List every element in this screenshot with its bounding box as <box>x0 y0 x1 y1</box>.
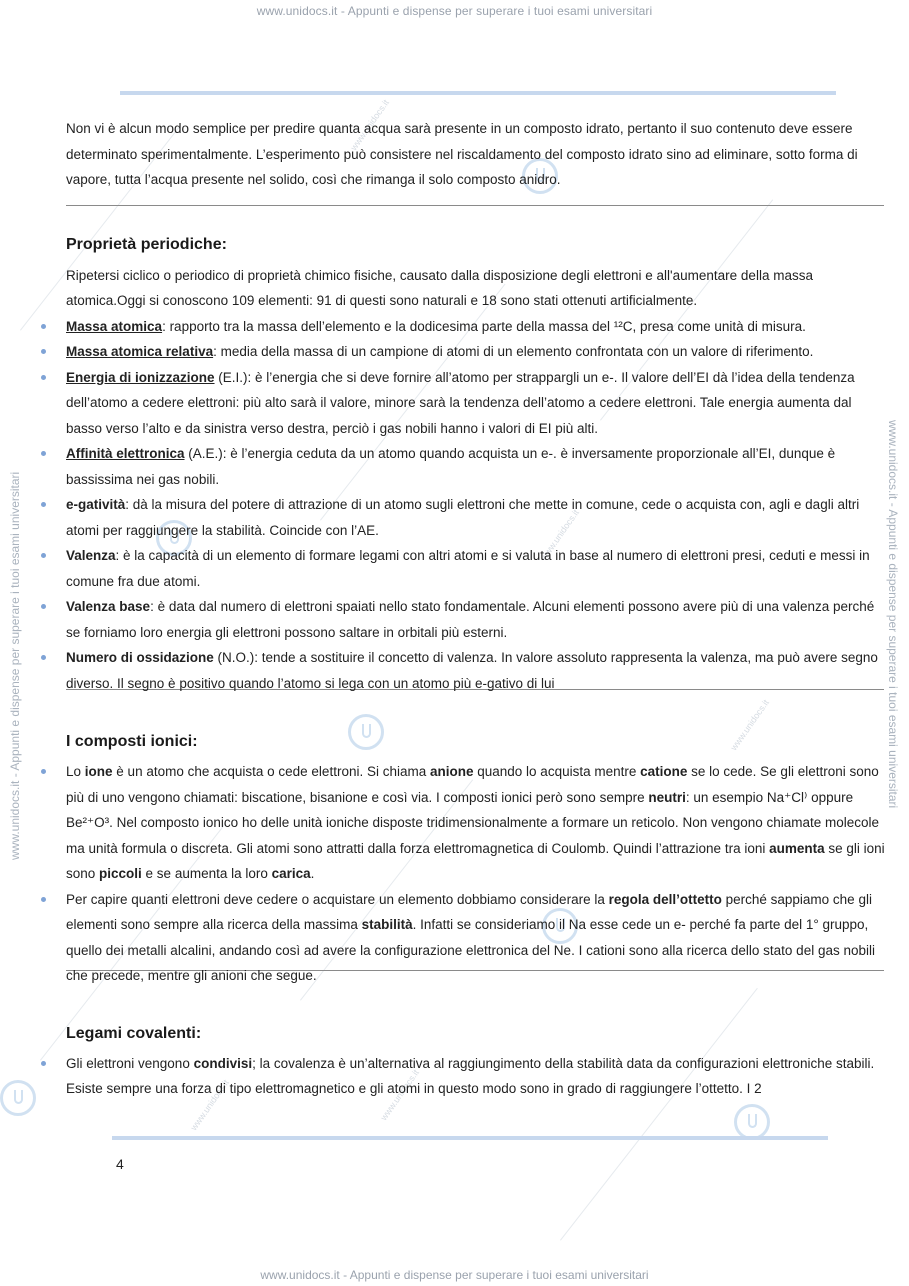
covalent-list <box>66 1051 886 1102</box>
keyword: ione <box>84 764 113 779</box>
definition: : è la capacità di un elemento di formare legami con altri atomi e si valuta in base al numero di elettroni presi, ceduti e messi in comune fra due atomi. <box>66 548 870 589</box>
list-item <box>66 759 886 887</box>
unidocs-logo-icon <box>734 1104 770 1140</box>
watermark-small: www.unidocs.it <box>188 1077 231 1133</box>
bullet-icon <box>41 769 46 774</box>
list-item <box>66 365 886 442</box>
definition: : dà la misura del potere di attrazione di un atomo sugli elettroni che mette in comune, cede o acquista con, agli e dagli altri atomi per raggiungere la stabilità. Coincide con l’AE. <box>66 497 860 538</box>
side-watermark-left: www.unidocs.it - Appunti e dispense per superare i tuoi esami universitari <box>8 471 22 860</box>
keyword: stabilità <box>361 917 413 932</box>
term: Numero di ossidazione <box>66 650 214 665</box>
text-run: . <box>310 866 315 881</box>
list-item <box>66 645 886 696</box>
text-run: quando lo acquista mentre <box>473 764 641 779</box>
bullet-icon <box>41 655 46 660</box>
list-item <box>66 339 886 365</box>
text-run: perché sappiamo che gli elementi sono sempre alla ricerca della massima <box>66 891 872 932</box>
bullet-icon <box>41 375 46 380</box>
keyword: piccoli <box>99 866 142 881</box>
side-watermark-right: www.unidocs.it - Appunti e dispense per superare i tuoi esami universitari <box>886 420 900 809</box>
footer-watermark: www.unidocs.it - Appunti e dispense per superare i tuoi esami universitari <box>260 1268 649 1282</box>
footer-rule <box>112 1136 828 1140</box>
definition: : media della massa di un campione di atomi di un elemento confrontata con un valore di riferimento. <box>213 344 814 359</box>
ionic-list <box>66 759 886 989</box>
bullet-icon <box>41 897 46 902</box>
watermark-small: www.unidocs.it <box>348 97 391 153</box>
document-body <box>66 116 886 1102</box>
list-item <box>66 314 886 340</box>
header-watermark: www.unidocs.it - Appunti e dispense per superare i tuoi esami universitari <box>256 4 653 18</box>
bullet-icon <box>41 604 46 609</box>
definition: : è data dal numero di elettroni spaiati nello stato fondamentale. Alcuni elementi possono avere più di una valenza perché se forniamo loro energia gli elettroni possono saltare in orbitali più esterni. <box>66 599 875 640</box>
text-run: se gli ioni sono <box>66 840 885 881</box>
keyword: anione <box>429 764 474 779</box>
text-run: Per capire quanti elettroni deve cedere o acquistare un elemento dobbiamo considerare la <box>66 891 609 907</box>
text-run: Lo <box>66 764 85 779</box>
intro-paragraph: Non vi è alcun modo semplice per predire quanta acqua sarà presente in un composto idrato, pertanto il suo contenuto deve essere determinato sperimentalmente. L’esperimento può consistere nel riscaldamento del composto idrato sino ad eliminare, sotto forma di vapore, tutta l’acqua presente nel solido, così che rimanga il solo composto anidro. <box>66 121 858 187</box>
bullet-icon <box>41 324 46 329</box>
list-item <box>66 1051 886 1102</box>
definition: (E.I.): è l’energia che si deve fornire all’atomo per strappargli un e-. Il valore dell’EI dà l’idea della tendenza dell’atomo a cedere elettroni: più alto sarà il valore, minore sarà la tendenza dell’atomo a cedere elettroni. Tale energia aumenta dal basso verso l’alto e da sinistra verso destra, perciò i gas nobili hanno i valori di EI più alti. <box>66 369 855 436</box>
page-number: 4 <box>116 1156 124 1172</box>
list-item <box>66 492 886 543</box>
list-item <box>66 441 886 492</box>
list-item <box>66 887 886 989</box>
term: Valenza <box>66 548 116 563</box>
text-run: Gli elettroni vengono <box>66 1055 194 1071</box>
text-run: e se aumenta la loro <box>141 866 272 881</box>
keyword: neutri <box>648 789 686 805</box>
text-run: è un atomo che acquista o cede elettroni. Si chiama <box>112 764 430 779</box>
definition: : rapporto tra la massa dell’elemento e la dodicesima parte della massa del ¹²C, presa come unità di misura. <box>162 318 806 334</box>
bullet-icon <box>41 451 46 456</box>
header-rule <box>120 91 836 95</box>
keyword: catione <box>640 764 688 779</box>
definition: (N.O.): tende a sostituire il concetto di valenza. In valore assoluto rappresenta la valenza, ma può avere segno diverso. Il segno è positivo quando l’atomo si lega con un atomo più e-gativo di lui <box>66 650 878 691</box>
periodic-list <box>66 314 886 697</box>
list-item <box>66 594 886 645</box>
bullet-icon <box>41 502 46 507</box>
term: Valenza base <box>66 599 151 614</box>
term: Massa atomica relativa <box>66 344 214 359</box>
term: e-gatività <box>66 497 126 512</box>
keyword: aumenta <box>769 840 825 856</box>
list-item <box>66 543 886 594</box>
text-run: ; la covalenza è un’alternativa al raggiungimento della stabilità data da configurazioni elettroniche stabili. Esiste sempre una forza di tipo elettromagnetico e gli atomi in questo modo sono in grado di raggiungere l’ottetto. I 2 <box>66 1055 875 1096</box>
term: Massa atomica <box>66 318 163 334</box>
bullet-icon <box>41 553 46 558</box>
watermark-small: www.unidocs.it <box>378 1067 421 1123</box>
keyword: regola dell’ottetto <box>608 891 722 907</box>
watermark-small: www.unidocs.it <box>728 697 771 753</box>
unidocs-logo-icon <box>0 1080 36 1116</box>
section-title-ionic: I composti ionici: <box>66 733 198 750</box>
text-run: : un esempio Na⁺Cl⁾ oppure Be²⁺O³. Nel composto ionico ho delle unità ioniche disposte tridimensionalmente a formare un reticolo. Non vengono chiamate molecole ma unità formula o discreta. Gli atomi sono attratti dalla forza elettromagnetica di Coulomb. Quindi l’attrazione tra ioni <box>66 789 880 856</box>
text-run: se lo cede. Se gli elettroni sono più di uno vengono chiamati: biscatione, bisanione e così via. I composti ionici però sono sempre <box>66 764 879 805</box>
definition: (A.E.): è l’energia ceduta da un atomo quando acquista un e-. è inversamente proporzionale all’EI, dunque è bassissima nei gas nobili. <box>66 446 836 487</box>
text-run: . Infatti se consideriamo il Na esse cede un e- perché fa parte del 1° gruppo, quello dei metalli alcalini, andando così ad avere la configurazione elettronica del Ne. I cationi sono alla ricerca dello stato del gas nobili che precede, mentre gli anioni che segue. <box>66 917 875 983</box>
section-title-covalent: Legami covalenti: <box>66 1024 202 1042</box>
term: Affinità elettronica <box>66 446 185 461</box>
periodic-intro: Ripetersi ciclico o periodico di proprietà chimico fisiche, causato dalla disposizione degli elettroni e all'aumentare della massa atomica.Oggi si conoscono 109 elementi: 91 di questi sono naturali e 18 sono stati ottenuti artificialmente. <box>66 267 813 308</box>
bullet-icon <box>41 349 46 354</box>
keyword: condivisi <box>193 1055 253 1071</box>
term: Energia di ionizzazione <box>66 369 215 385</box>
watermark-small: www.unidocs.it <box>538 507 581 563</box>
section-title-periodic: Proprietà periodiche: <box>66 235 227 253</box>
bullet-icon <box>41 1061 46 1066</box>
keyword: carica <box>271 866 311 881</box>
